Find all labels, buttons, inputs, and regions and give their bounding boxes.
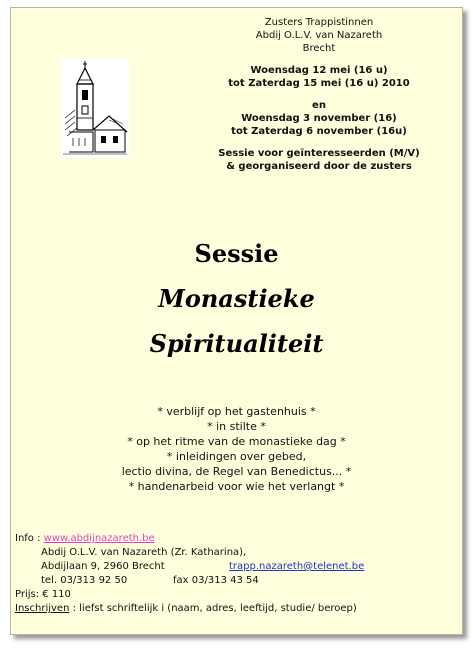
session-title: [11, 240, 462, 358]
signup-text: : liefst schriftelijk i (naam, adres, leeftijd, studie/ beroep): [69, 603, 357, 614]
title-line-2: Monastieke: [158, 284, 315, 313]
price-row: [15, 588, 455, 602]
session-dates-2: [201, 99, 437, 138]
organization: [201, 16, 437, 55]
program-item: * inleidingen over gebed,: [166, 450, 307, 463]
title-line-1: Sessie: [194, 239, 279, 268]
address-line-2: Abdijlaan 9, 2960 Brecht: [41, 561, 165, 572]
address-line-1: Abdij O.L.V. van Nazareth (Zr. Katharina),: [41, 547, 247, 558]
email-link[interactable]: trapp.nazareth@telenet.be: [229, 561, 365, 572]
address-row: [15, 560, 455, 574]
session-dates-1: [201, 64, 437, 90]
program-item: * op het ritme van de monastieke dag *: [127, 435, 346, 448]
date-line: Woensdag 12 mei (16 u): [250, 65, 388, 76]
program-item: * in stilte *: [207, 420, 266, 433]
note-line: Sessie voor geïnteresseerden (M/V): [218, 148, 420, 159]
note-line: & georganiseerd door de zusters: [226, 161, 412, 172]
website-link[interactable]: www.abdijnazareth.be: [43, 533, 155, 544]
price-text: Prijs: € 110: [15, 589, 71, 600]
program-item: lectio divina, de Regel van Benedictus... *: [121, 465, 352, 478]
program-item: * handenarbeid voor wie het verlangt *: [128, 480, 345, 493]
date-line: tot Zaterdag 6 november (16u): [231, 126, 407, 137]
program-list: [11, 404, 462, 494]
phone-row: [15, 574, 455, 588]
program-item: * verblijf op het gastenhuis *: [157, 405, 316, 418]
fax-text: fax 03/313 43 54: [173, 575, 259, 586]
org-line: Zusters Trappistinnen: [264, 17, 374, 28]
header-block: [201, 16, 437, 173]
org-line: Abdij O.L.V. van Nazareth: [255, 30, 383, 41]
date-line: tot Zaterdag 15 mei (16 u) 2010: [228, 78, 410, 89]
info-label: Info :: [15, 533, 44, 544]
signup-label: Inschrijven: [15, 603, 70, 614]
flyer-page: [10, 7, 463, 635]
session-note: [201, 147, 437, 173]
title-line-3: Spiritualiteit: [149, 329, 324, 358]
info-row: [15, 532, 455, 546]
connector-text: en: [312, 100, 326, 111]
address-row: [15, 546, 455, 560]
info-block: [15, 532, 455, 616]
church-drawing-icon: [61, 58, 129, 158]
signup-row: [15, 602, 455, 616]
date-line: Woensdag 3 november (16): [241, 113, 397, 124]
telephone-text: tel. 03/313 92 50: [41, 575, 128, 586]
org-line: Brecht: [302, 43, 336, 54]
